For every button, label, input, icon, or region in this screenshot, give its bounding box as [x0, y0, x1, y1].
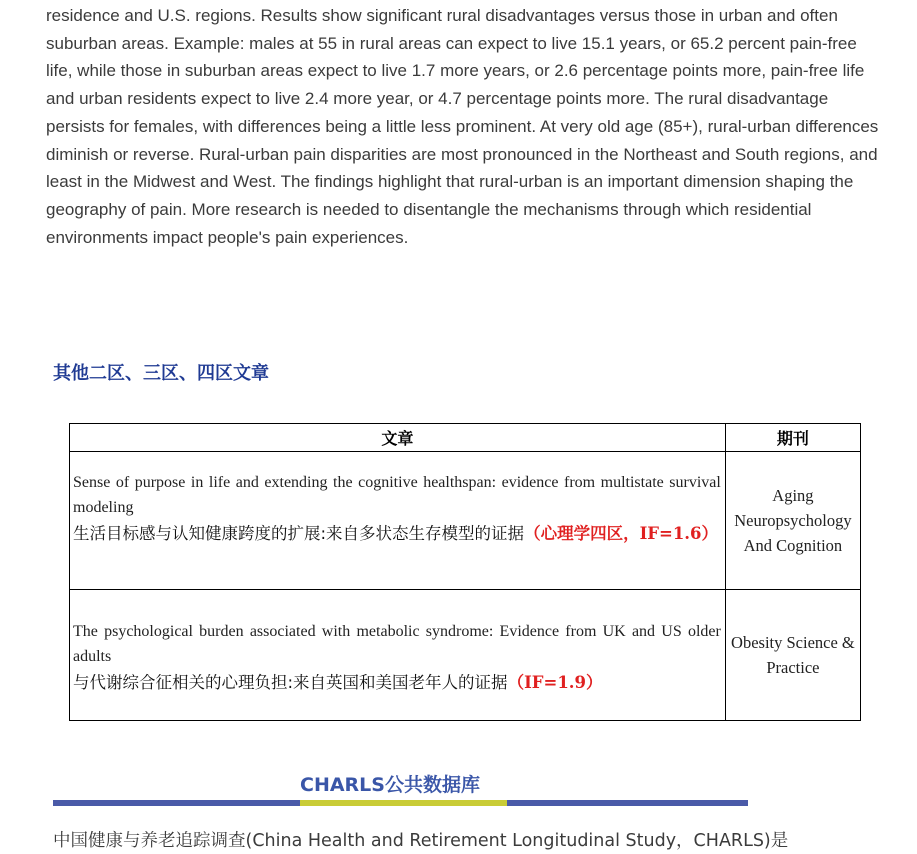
table-header-row [70, 424, 861, 452]
journal-cell: Aging Neuropsychology And Cognition [725, 452, 860, 590]
journal-cell: Obesity Science & Practice [725, 590, 860, 721]
article-cell [70, 452, 726, 590]
article-cell [70, 590, 726, 721]
article-title-zh: 生活目标感与认知健康跨度的扩展:来自多状态生存模型的证据 [73, 524, 525, 543]
divider-bar-left [53, 800, 300, 806]
abstract-text: residence and U.S. regions. Results show significant rural disadvantages versus those in urban and often suburban areas. Example: males at 55 in rural areas can expect to live 15.1 years, or 65.2 percent pain-free life, while those in suburban areas expect to live 1.7 more years, or 2.6 percentage points more, pain-free life and urban residents expect to live 2.4 more year, or 4.7 percentage points more. The rural disadvantage persists for females, with differences being a little less prominent. At very old age (85+), rural-urban differences diminish or reverse. Rural-urban pain disparities are most pronounced in the Northeast and South regions, and least in the Midwest and West. The findings highlight that rural-urban is an important dimension shaping the geography of pain. More research is needed to disentangle the mechanisms through which residential environments impact people's pain experiences. [46, 6, 879, 247]
papers-table [69, 423, 861, 721]
article-tag: （IF=1.9） [507, 673, 603, 692]
charls-intro-text: 中国健康与养老追踪调查(China Health and Retirement Longitudinal Study，CHARLS)是 [53, 831, 789, 851]
header-article: 文章 [70, 424, 726, 452]
section-title: 其他二区、三区、四区文章 [53, 363, 269, 384]
charls-section-title: CHARLS公共数据库 [300, 774, 480, 796]
article-title-en: Sense of purpose in life and extending the cognitive healthspan: evidence from multistate survival modeling [73, 474, 721, 516]
divider-bar-highlight [300, 800, 507, 806]
article-title-zh: 与代谢综合征相关的心理负担:来自英国和美国老年人的证据 [73, 673, 508, 692]
table-row [70, 590, 861, 721]
table-row [70, 452, 861, 590]
header-journal: 期刊 [725, 424, 860, 452]
article-tag: （心理学四区，IF=1.6） [524, 524, 719, 543]
article-title-en: The psychological burden associated with metabolic syndrome: Evidence from UK and US older adults [73, 623, 721, 665]
divider-bar-right [507, 800, 748, 806]
